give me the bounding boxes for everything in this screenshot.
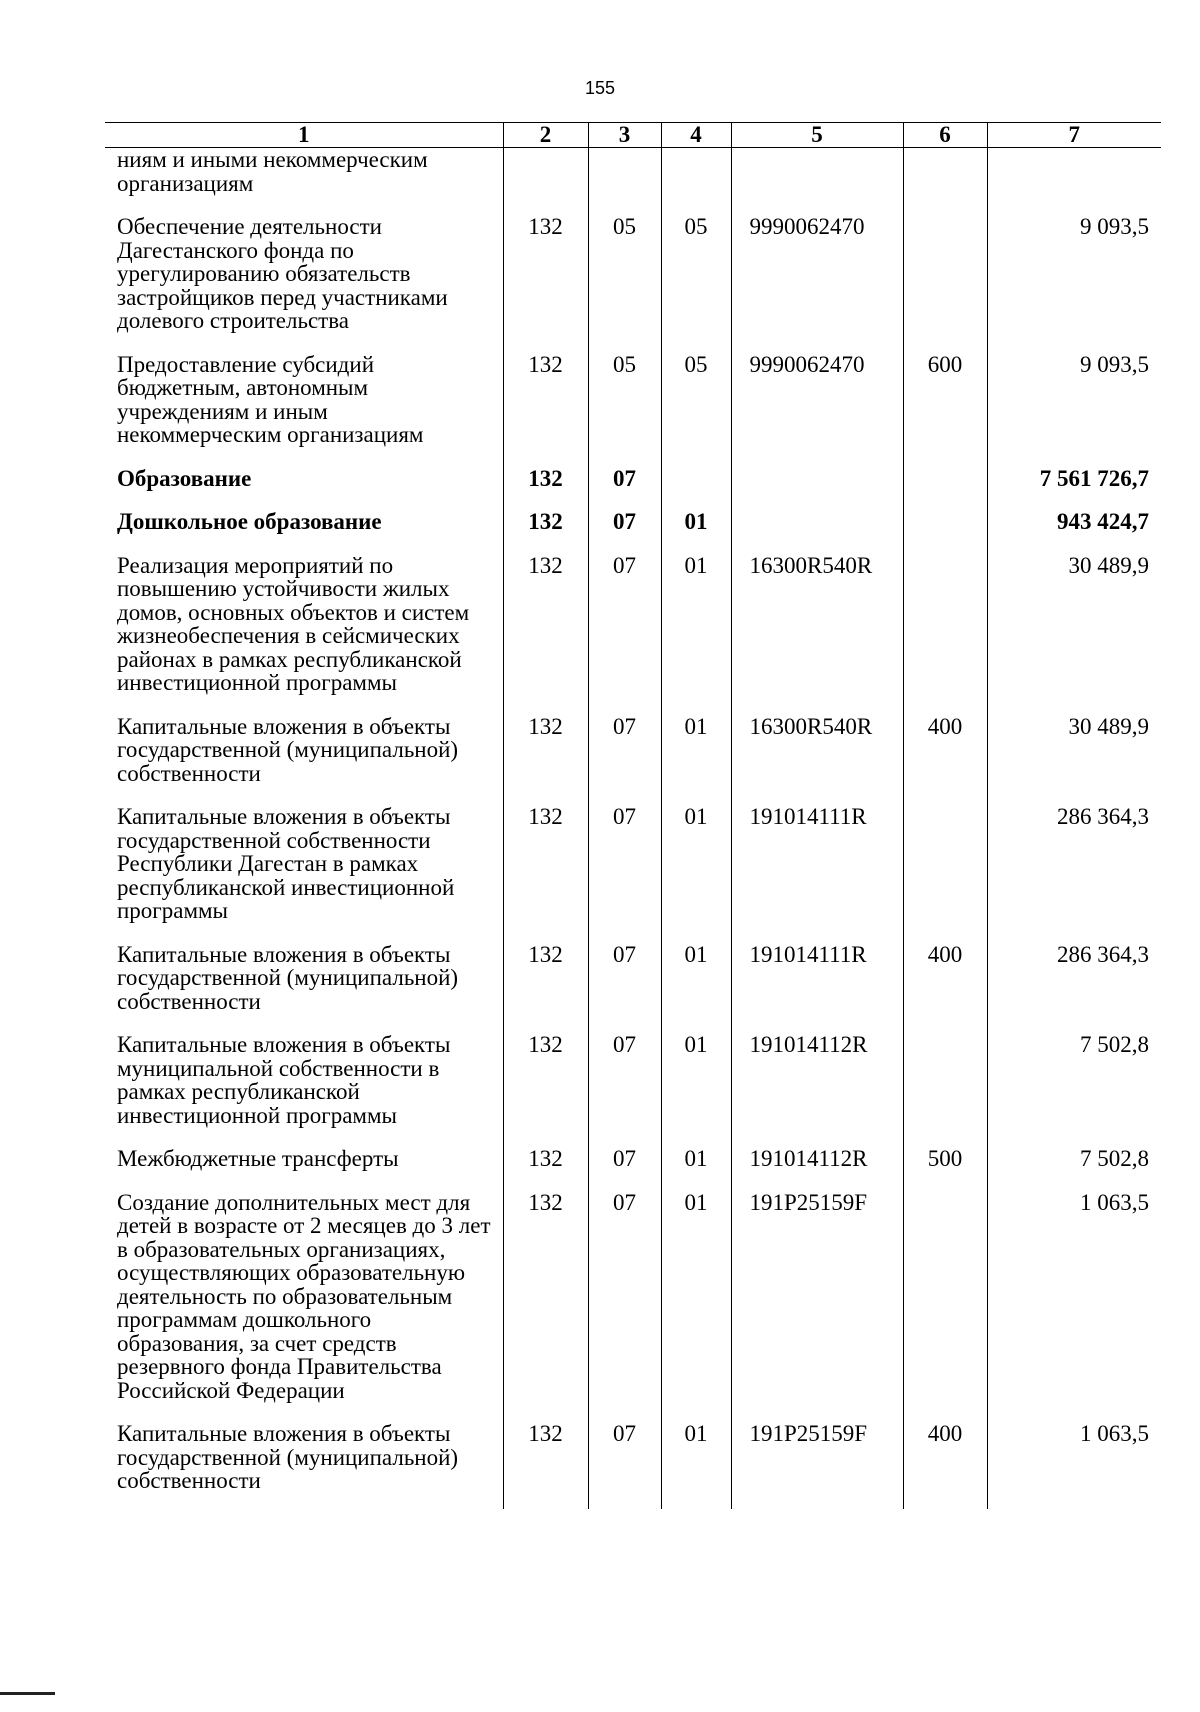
row-name: Образование xyxy=(117,465,252,491)
table-row xyxy=(105,506,1161,550)
row-target-article: 9990062470 xyxy=(731,349,903,463)
table-row xyxy=(105,1187,1161,1419)
row-expense-type: 500 xyxy=(903,1143,987,1187)
row-amount: 1 063,5 xyxy=(987,1187,1161,1419)
page-number: 155 xyxy=(584,78,616,98)
row-expense-type xyxy=(903,801,987,939)
col-header-3: 3 xyxy=(588,123,661,148)
row-admin-code: 132 xyxy=(503,211,588,349)
row-expense-type: 600 xyxy=(903,349,987,463)
row-admin-code: 132 xyxy=(503,939,588,1030)
row-name: Создание дополнительных мест для детей в возрасте от 2 месяцев до 3 лет в образовательных организациях, осуществляющих образовательную деятельность по образовательным программам дошкольного образования, за счет средств резервного фонда Правительства Российской Федерации xyxy=(117,1189,491,1403)
row-expense-type xyxy=(903,1187,987,1419)
row-target-article: 191014112R xyxy=(731,1029,903,1143)
col-header-7: 7 xyxy=(987,123,1161,148)
row-name: Реализация мероприятий по повышению устойчивости жилых домов, основных объектов и систем жизнеобеспечения в сейсмических районах в рамках республиканской инвестиционной программы xyxy=(117,552,470,695)
row-name: Капитальные вложения в объекты государственной (муниципальной) собственности xyxy=(117,713,459,786)
row-subsection xyxy=(661,148,731,212)
row-section: 07 xyxy=(588,1187,661,1419)
row-subsection: 01 xyxy=(661,1418,731,1509)
row-admin-code: 132 xyxy=(503,463,588,507)
row-amount xyxy=(987,148,1161,212)
col-header-1: 1 xyxy=(105,123,503,148)
row-admin-code: 132 xyxy=(503,349,588,463)
row-section: 07 xyxy=(588,801,661,939)
row-subsection xyxy=(661,463,731,507)
row-expense-type xyxy=(903,211,987,349)
row-amount: 30 489,9 xyxy=(987,550,1161,711)
row-admin-code: 132 xyxy=(503,506,588,550)
col-header-6: 6 xyxy=(903,123,987,148)
header-row xyxy=(105,123,1161,148)
row-admin-code: 132 xyxy=(503,1029,588,1143)
row-expense-type xyxy=(903,463,987,507)
row-name: ниям и иными некоммерческим организациям xyxy=(117,147,428,196)
row-name: Капитальные вложения в объекты государственной (муниципальной) собственности xyxy=(117,1421,459,1493)
row-amount: 9 093,5 xyxy=(987,211,1161,349)
row-subsection: 01 xyxy=(661,939,731,1030)
row-name: Капитальные вложения в объекты муниципальной собственности в рамках республиканской инвестиционной программы xyxy=(117,1032,451,1128)
row-target-article: 191014111R xyxy=(731,939,903,1030)
row-amount: 286 364,3 xyxy=(987,939,1161,1030)
row-subsection: 01 xyxy=(661,1187,731,1419)
row-target-article: 191014112R xyxy=(731,1143,903,1187)
row-section: 07 xyxy=(588,939,661,1030)
row-admin-code: 132 xyxy=(503,801,588,939)
row-amount: 286 364,3 xyxy=(987,801,1161,939)
col-header-4: 4 xyxy=(661,123,731,148)
row-subsection: 05 xyxy=(661,211,731,349)
table-row xyxy=(105,711,1161,802)
table-row xyxy=(105,211,1161,349)
row-amount: 7 502,8 xyxy=(987,1143,1161,1187)
table-row xyxy=(105,1143,1161,1187)
row-amount: 7 502,8 xyxy=(987,1029,1161,1143)
table-row xyxy=(105,148,1161,212)
row-name: Межбюджетные трансферты xyxy=(117,1146,399,1171)
row-section: 07 xyxy=(588,1029,661,1143)
budget-table xyxy=(105,122,1161,1509)
row-section xyxy=(588,148,661,212)
row-subsection: 01 xyxy=(661,506,731,550)
table-row xyxy=(105,349,1161,463)
row-section: 07 xyxy=(588,1143,661,1187)
row-target-article xyxy=(731,148,903,212)
row-amount: 7 561 726,7 xyxy=(987,463,1161,507)
row-expense-type xyxy=(903,550,987,711)
row-target-article: 191P25159F xyxy=(731,1187,903,1419)
row-amount: 1 063,5 xyxy=(987,1418,1161,1509)
row-section: 07 xyxy=(588,463,661,507)
row-amount: 943 424,7 xyxy=(987,506,1161,550)
table-row xyxy=(105,1418,1161,1509)
col-header-2: 2 xyxy=(503,123,588,148)
row-target-article: 9990062470 xyxy=(731,211,903,349)
row-section: 07 xyxy=(588,711,661,802)
row-target-article: 16300R540R xyxy=(731,550,903,711)
table-body xyxy=(105,148,1161,1509)
row-subsection: 05 xyxy=(661,349,731,463)
row-expense-type: 400 xyxy=(903,1418,987,1509)
row-admin-code: 132 xyxy=(503,1418,588,1509)
table-row xyxy=(105,550,1161,711)
row-expense-type: 400 xyxy=(903,711,987,802)
row-admin-code: 132 xyxy=(503,1187,588,1419)
row-section: 05 xyxy=(588,349,661,463)
row-amount: 30 489,9 xyxy=(987,711,1161,802)
row-target-article: 16300R540R xyxy=(731,711,903,802)
row-expense-type: 400 xyxy=(903,939,987,1030)
row-subsection: 01 xyxy=(661,1143,731,1187)
row-admin-code: 132 xyxy=(503,1143,588,1187)
row-section: 07 xyxy=(588,1418,661,1509)
row-admin-code: 132 xyxy=(503,550,588,711)
row-name: Дошкольное образование xyxy=(117,509,382,534)
row-admin-code: 132 xyxy=(503,711,588,802)
row-section: 05 xyxy=(588,211,661,349)
row-expense-type xyxy=(903,1029,987,1143)
table-row xyxy=(105,939,1161,1030)
col-header-5: 5 xyxy=(731,123,903,148)
row-target-article: 191P25159F xyxy=(731,1418,903,1509)
row-name: Капитальные вложения в объекты государственной собственности Республики Дагестан в рамках республиканской инвестиционной программы xyxy=(117,804,455,923)
row-target-article xyxy=(731,506,903,550)
scan-edge-mark xyxy=(0,1692,55,1695)
row-expense-type xyxy=(903,148,987,212)
row-name: Обеспечение деятельности Дагестанского фонда по урегулированию обязательств застройщиков перед участниками долевого строительства xyxy=(117,214,448,333)
row-expense-type xyxy=(903,506,987,550)
row-subsection: 01 xyxy=(661,711,731,802)
table-row xyxy=(105,463,1161,507)
table-row xyxy=(105,801,1161,939)
row-name: Капитальные вложения в объекты государственной (муниципальной) собственности xyxy=(117,941,459,1014)
table-row xyxy=(105,1029,1161,1143)
row-section: 07 xyxy=(588,550,661,711)
row-subsection: 01 xyxy=(661,1029,731,1143)
row-target-article: 191014111R xyxy=(731,801,903,939)
row-section: 07 xyxy=(588,506,661,550)
row-target-article xyxy=(731,463,903,507)
row-subsection: 01 xyxy=(661,801,731,939)
row-amount: 9 093,5 xyxy=(987,349,1161,463)
row-subsection: 01 xyxy=(661,550,731,711)
row-name: Предоставление субсидий бюджетным, автономным учреждениям и иным некоммерческим организациям xyxy=(117,351,424,447)
row-admin-code xyxy=(503,148,588,212)
